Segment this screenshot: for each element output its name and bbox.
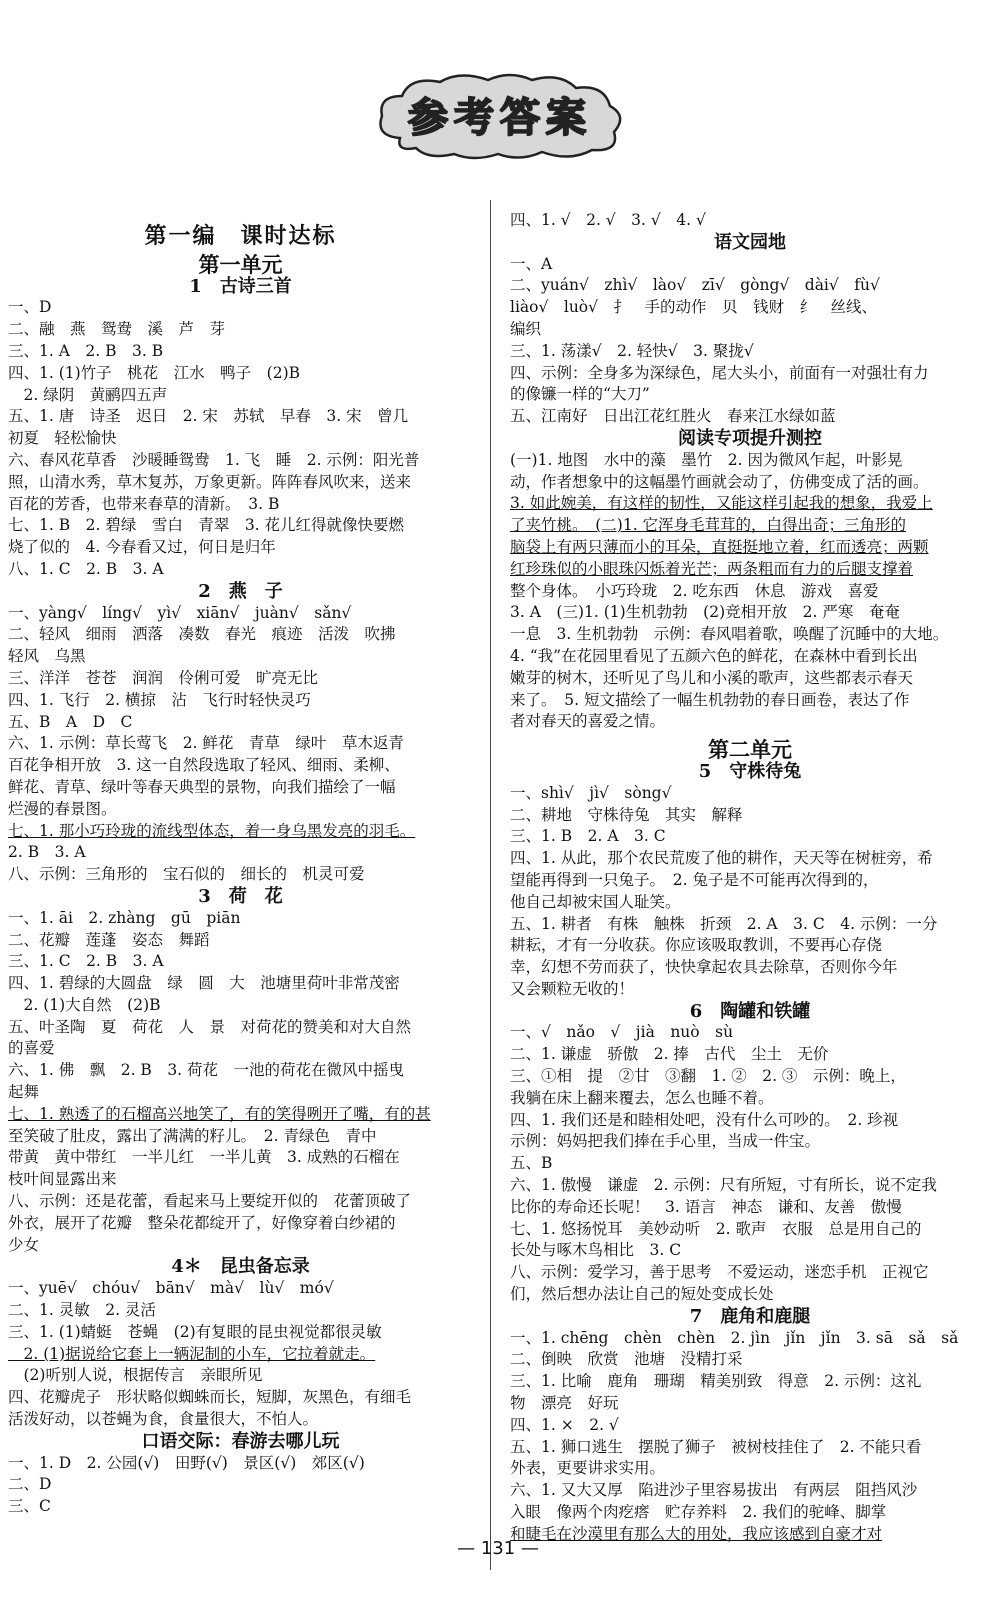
- banner-title: 参考答案: [408, 95, 592, 141]
- answer-line: 二、融 燕 鸳鸯 溪 芦 芽: [8, 320, 226, 339]
- answer-line: 脑袋上有两只薄而小的耳朵，直挺挺地立着，红而透亮；两颗: [510, 537, 929, 556]
- answer-line: 四、花瓣虎子 形状略似蜘蛛而长，短脚，灰黑色，有细毛: [8, 1388, 412, 1407]
- answer-line: 他自己却被宋国人耻笑。: [510, 892, 681, 911]
- answer-block: [8, 603, 473, 886]
- answer-line: 三、1. 荡漾√ 2. 轻快√ 3. 聚拢√: [510, 341, 754, 360]
- lesson-title: 口语交际：春游去哪儿玩: [141, 1430, 340, 1452]
- answer-block: [8, 1278, 473, 1431]
- answer-line: (2)听别人说，根据传言 亲眼所见: [8, 1366, 263, 1385]
- answer-line: 的喜爱: [8, 1039, 55, 1058]
- answer-line: 四、1. × 2. √: [510, 1415, 619, 1434]
- answer-block: [8, 1453, 473, 1518]
- answer-line: 外表，更要讲求实用。: [510, 1459, 666, 1478]
- answer-line: 们，然后想办法让自己的短处变成长处: [510, 1285, 774, 1304]
- answer-line: 初夏 轻松愉快: [8, 429, 117, 448]
- answer-line: 整个身体。 小巧玲珑 2. 吃东西 休息 游戏 喜爱: [510, 581, 879, 600]
- answer-line: 2. (1)大自然 (2)B: [8, 995, 161, 1014]
- answer-line: (一)1. 地图 水中的藻 墨竹 2. 因为微风乍起，叶影晃: [510, 450, 903, 469]
- answer-block: [510, 783, 990, 1001]
- answer-line: 示例：妈妈把我们捧在手心里，当成一件宝。: [510, 1132, 821, 1151]
- answer-block: [8, 297, 473, 580]
- answer-line: 一、A: [510, 254, 553, 273]
- answer-line: 望能再得到一只兔子。 2. 兔子是不可能再次得到的，: [510, 870, 879, 889]
- answer-line: 二、花瓣 莲蓬 姿态 舞蹈: [8, 930, 210, 949]
- answer-line: 一、1. D 2. 公园(√) 田野(√) 景区(√) 郊区(√): [8, 1453, 365, 1472]
- unit-title: 第一单元: [198, 251, 283, 277]
- lesson-title: 1 古诗三首: [189, 275, 292, 297]
- column-divider: [490, 200, 491, 1570]
- answer-line: 编织: [510, 319, 542, 338]
- answer-line: 五、江南好 日出江花红胜火 春来江水绿如蓝: [510, 407, 836, 426]
- answer-line: 一、1. āi 2. zhàng gū piān: [8, 908, 241, 927]
- answer-line: 二、yuán√ zhì√ lào√ zī√ gòng√ dài√ fù√: [510, 276, 880, 295]
- answer-line: 入眼 像两个肉疙瘩 贮存养料 2. 我们的驼峰、脚掌: [510, 1503, 887, 1522]
- answer-line: 四、1. 我们还是和睦相处吧，没有什么可吵的。 2. 珍视: [510, 1110, 899, 1129]
- answer-line: 七、1. 悠扬悦耳 美妙动听 2. 歌声 衣服 总是用自己的: [510, 1219, 922, 1238]
- answer-line: 二、1. 灵敏 2. 灵活: [8, 1301, 156, 1320]
- answer-line: 二、倒映 欣赏 池塘 没精打采: [510, 1350, 743, 1369]
- left-column: [8, 212, 473, 1518]
- answer-line: 又会颗粒无收的！: [510, 979, 635, 998]
- answer-line: 一、D: [8, 298, 52, 317]
- answer-line: 起舞: [8, 1083, 40, 1102]
- answer-line: 八、1. C 2. B 3. A: [8, 559, 164, 578]
- answer-line: 四、1. 飞行 2. 横掠 沾 飞行时轻快灵巧: [8, 690, 311, 709]
- answer-block: [510, 254, 990, 428]
- answer-line: 六、1. 示例：草长莺飞 2. 鲜花 青草 绿叶 草木返青: [8, 734, 404, 753]
- answer-line: 三、1. 比喻 鹿角 珊瑚 精美别致 得意 2. 示例：这礼: [510, 1372, 922, 1391]
- answer-line: 一、√ nǎo √ jià nuò sù: [510, 1023, 734, 1042]
- answer-line: 七、1. B 2. 碧绿 雪白 青翠 3. 花儿红得就像快要燃: [8, 516, 405, 535]
- edition-title: 第一编 课时达标: [144, 223, 337, 249]
- answer-line: 五、1. 耕者 有株 触株 折颈 2. A 3. C 4. 示例：一分: [510, 914, 938, 933]
- answer-line: 者对春天的喜爱之情。: [510, 712, 666, 731]
- unit-title: 第二单元: [708, 737, 792, 763]
- answer-line: 六、春风花草香 沙暖睡鸳鸯 1. 飞 睡 2. 示例：阳光普: [8, 450, 420, 469]
- answer-line: 3. A (三)1. (1)生机勃勃 (2)竞相开放 2. 严寒 奄奄: [510, 603, 900, 622]
- lesson-title: 7 鹿角和鹿腿: [689, 1305, 811, 1327]
- answer-line: 一息 3. 生机勃勃 示例：春风唱着歌，唤醒了沉睡中的大地。: [510, 625, 949, 644]
- answer-line: 比你的寿命还长呢！ 3. 语言 神态 谦和、友善 傲慢: [510, 1197, 902, 1216]
- answer-line: 4. “我”在花园里看见了五颜六色的鲜花，在森林中看到长出: [510, 646, 918, 665]
- answer-line: 八、示例：三角形的 宝石似的 细长的 机灵可爱: [8, 865, 365, 884]
- answer-line: 四、1. 碧绿的大圆盘 绿 圆 大 池塘里荷叶非常茂密: [8, 974, 400, 993]
- answer-block: [510, 1328, 990, 1546]
- answer-line: 轻风 乌黑: [8, 647, 86, 666]
- answer-line: 四、1. (1)竹子 桃花 江水 鸭子 (2)B: [8, 363, 301, 382]
- answer-line: 至笑破了肚皮，露出了满满的籽儿。 2. 青绿色 青中: [8, 1126, 377, 1145]
- answer-line: 百花的芳香，也带来春草的清新。 3. B: [8, 494, 280, 513]
- answer-line: 活泼好动，以苍蝇为食，食量很大，不怕人。: [8, 1410, 319, 1429]
- answer-line: 六、1. 傲慢 谦虚 2. 示例：尺有所短，寸有所长，说不定我: [510, 1176, 937, 1195]
- answer-line: 二、1. 谦虚 骄傲 2. 捧 古代 尘土 无价: [510, 1045, 829, 1064]
- answer-line: 我躺在床上翻来覆去，怎么也睡不着。: [510, 1088, 774, 1107]
- answer-block: [8, 908, 473, 1257]
- lesson-title: 阅读专项提升测控: [678, 427, 822, 449]
- lesson-title: 6 陶罐和铁罐: [689, 1000, 811, 1022]
- answer-line: 少女: [8, 1235, 40, 1254]
- right-column: [510, 210, 990, 1546]
- answer-line: 外衣，展开了花瓣 整朵花都绽开了，好像穿着白纱裙的: [8, 1213, 396, 1232]
- answer-line: 八、示例：还是花蕾，看起来马上要绽开似的 花蕾顶破了: [8, 1192, 412, 1211]
- answer-line: 带黄 黄中带红 一半儿红 一半儿黄 3. 成熟的石榴在: [8, 1148, 400, 1167]
- answer-line: 2. B 3. A: [8, 843, 86, 862]
- answer-line: 一、shì√ jì√ sòng√: [510, 783, 672, 802]
- answer-key-banner: [370, 68, 630, 164]
- answer-line: 烂漫的春景图。: [8, 799, 117, 818]
- answer-line: 照，山清水秀，草木复苏，万象更新。阵阵春风吹来，送来: [8, 472, 412, 491]
- answer-line: 烧了似的 4. 今春看又过，何日是归年: [8, 538, 276, 557]
- answer-line: 和睫毛在沙漠里有那么大的用处，我应该感到自豪才对: [510, 1524, 883, 1543]
- answer-line: 三、①相 提 ②甘 ③翻 1. ② 2. ③ 示例：晚上，: [510, 1067, 906, 1086]
- answer-line: 百花争相开放 3. 这一自然段选取了轻风、细雨、柔柳、: [8, 756, 400, 775]
- answer-line: 六、1. 又大又厚 陷进沙子里容易拔出 有两层 阻挡风沙: [510, 1481, 918, 1500]
- answer-line: 3. 如此婉美，有这样的韧性，又能这样引起我的想象，我爱上: [510, 494, 933, 513]
- answer-line: 物 漂亮 好玩: [510, 1394, 619, 1413]
- answer-line: 三、1. (1)蜻蜓 苍蝇 (2)有复眼的昆虫视觉都很灵敏: [8, 1322, 382, 1341]
- answer-line: 七、1. 熟透了的石榴高兴地笑了，有的笑得咧开了嘴，有的甚: [8, 1104, 431, 1123]
- answer-line: 四、1. 从此，那个农民荒废了他的耕作，天天等在树桩旁，希: [510, 849, 933, 868]
- answer-line: 幸，幻想不劳而获了，快快拿起农具去除草，否则你今年: [510, 958, 898, 977]
- lesson-title: 语文园地: [714, 231, 786, 253]
- answer-block: [510, 1022, 990, 1305]
- answer-line: 的像镰一样的“大刀”: [510, 385, 650, 404]
- answer-line: 来了。 5. 短文描绘了一幅生机勃勃的春日画卷，表达了作: [510, 690, 910, 709]
- answer-line: 鲜花、青草、绿叶等春天典型的景物，向我们描绘了一幅: [8, 777, 396, 796]
- answer-line: 四、1. √ 2. √ 3. √ 4. √: [510, 211, 706, 229]
- answer-line: 三、C: [8, 1497, 51, 1516]
- answer-line: 五、叶圣陶 夏 荷花 人 景 对荷花的赞美和对大自然: [8, 1017, 412, 1036]
- answer-line: 了夹竹桃。 (二)1. 它浑身毛茸茸的，白得出奇；三角形的: [510, 516, 907, 535]
- answer-line: 一、yàng√ líng√ yì√ xiān√ juàn√ sǎn√: [8, 603, 352, 622]
- answer-line: 枝叶间显露出来: [8, 1170, 117, 1189]
- answer-line: 长处与啄木鸟相比 3. C: [510, 1241, 682, 1260]
- answer-line: 耕耘，才有一分收获。你应该吸取教训，不要再心存侥: [510, 936, 883, 955]
- answer-line: 五、1. 唐 诗圣 迟日 2. 宋 苏轼 早春 3. 宋 曾几: [8, 407, 409, 426]
- answer-line: 三、洋洋 苍苍 润润 伶俐可爱 旷亮无比: [8, 668, 319, 687]
- answer-line: 五、B A D C: [8, 712, 133, 731]
- answer-line: 六、1. 佛 飘 2. B 3. 荷花 一池的荷花在微风中摇曳: [8, 1061, 405, 1080]
- answer-line: 嫩芽的树木，还听见了鸟儿和小溪的歌声，这些都表示春天: [510, 668, 914, 687]
- answer-line: 七、1. 那小巧玲珑的流线型体态，着一身乌黑发亮的羽毛。: [8, 821, 416, 840]
- answer-line: 2. 绿阴 黄鹂四五声: [8, 385, 168, 404]
- answer-line: 三、1. C 2. B 3. A: [8, 952, 164, 971]
- answer-line: 三、1. A 2. B 3. B: [8, 341, 164, 360]
- answer-line: 二、耕地 守株待兔 其实 解释: [510, 805, 743, 824]
- lesson-title: 4＊ 昆虫备忘录: [171, 1256, 310, 1278]
- lesson-title: 5 守株待兔: [698, 760, 802, 782]
- answer-line: 四、示例：全身多为深绿色，尾大头小，前面有一对强壮有力: [510, 363, 929, 382]
- answer-block: [510, 450, 990, 733]
- page-number: — 131 —: [457, 1538, 539, 1559]
- lesson-title: 2 燕 子: [198, 580, 283, 602]
- answer-line: 动，作者想象中的这幅墨竹画就会动了，仿佛变成了活的画。: [510, 472, 929, 491]
- answer-line: 一、yuē√ chóu√ bān√ mà√ lù√ mó√: [8, 1279, 334, 1298]
- answer-line: 2. (1)据说给它套上一辆泥制的小车，它拉着就走。: [8, 1344, 376, 1363]
- answer-line: 三、1. B 2. A 3. C: [510, 827, 666, 846]
- answer-line: 一、1. chēng chèn chèn 2. jìn jǐn jǐn 3. sā sǎ sǎ: [510, 1328, 959, 1347]
- answer-line: 二、D: [8, 1475, 52, 1494]
- answer-line: 八、示例：爱学习，善于思考 不爱运动，迷恋手机 正视它: [510, 1263, 929, 1282]
- lesson-title: 3 荷 花: [198, 885, 283, 907]
- answer-line: liào√ luò√ 扌 手的动作 贝 钱财 纟 丝线、: [510, 298, 878, 317]
- answer-line: 五、1. 狮口逃生 摆脱了狮子 被树枝挂住了 2. 不能只看: [510, 1437, 922, 1456]
- answer-line: 红珍珠似的小眼珠闪烁着光芒；两条粗而有力的后腿支撑着: [510, 559, 914, 578]
- answer-line: 二、轻风 细雨 洒落 凑数 春光 痕迹 活泼 吹拂: [8, 625, 396, 644]
- answer-line: 五、B: [510, 1154, 553, 1173]
